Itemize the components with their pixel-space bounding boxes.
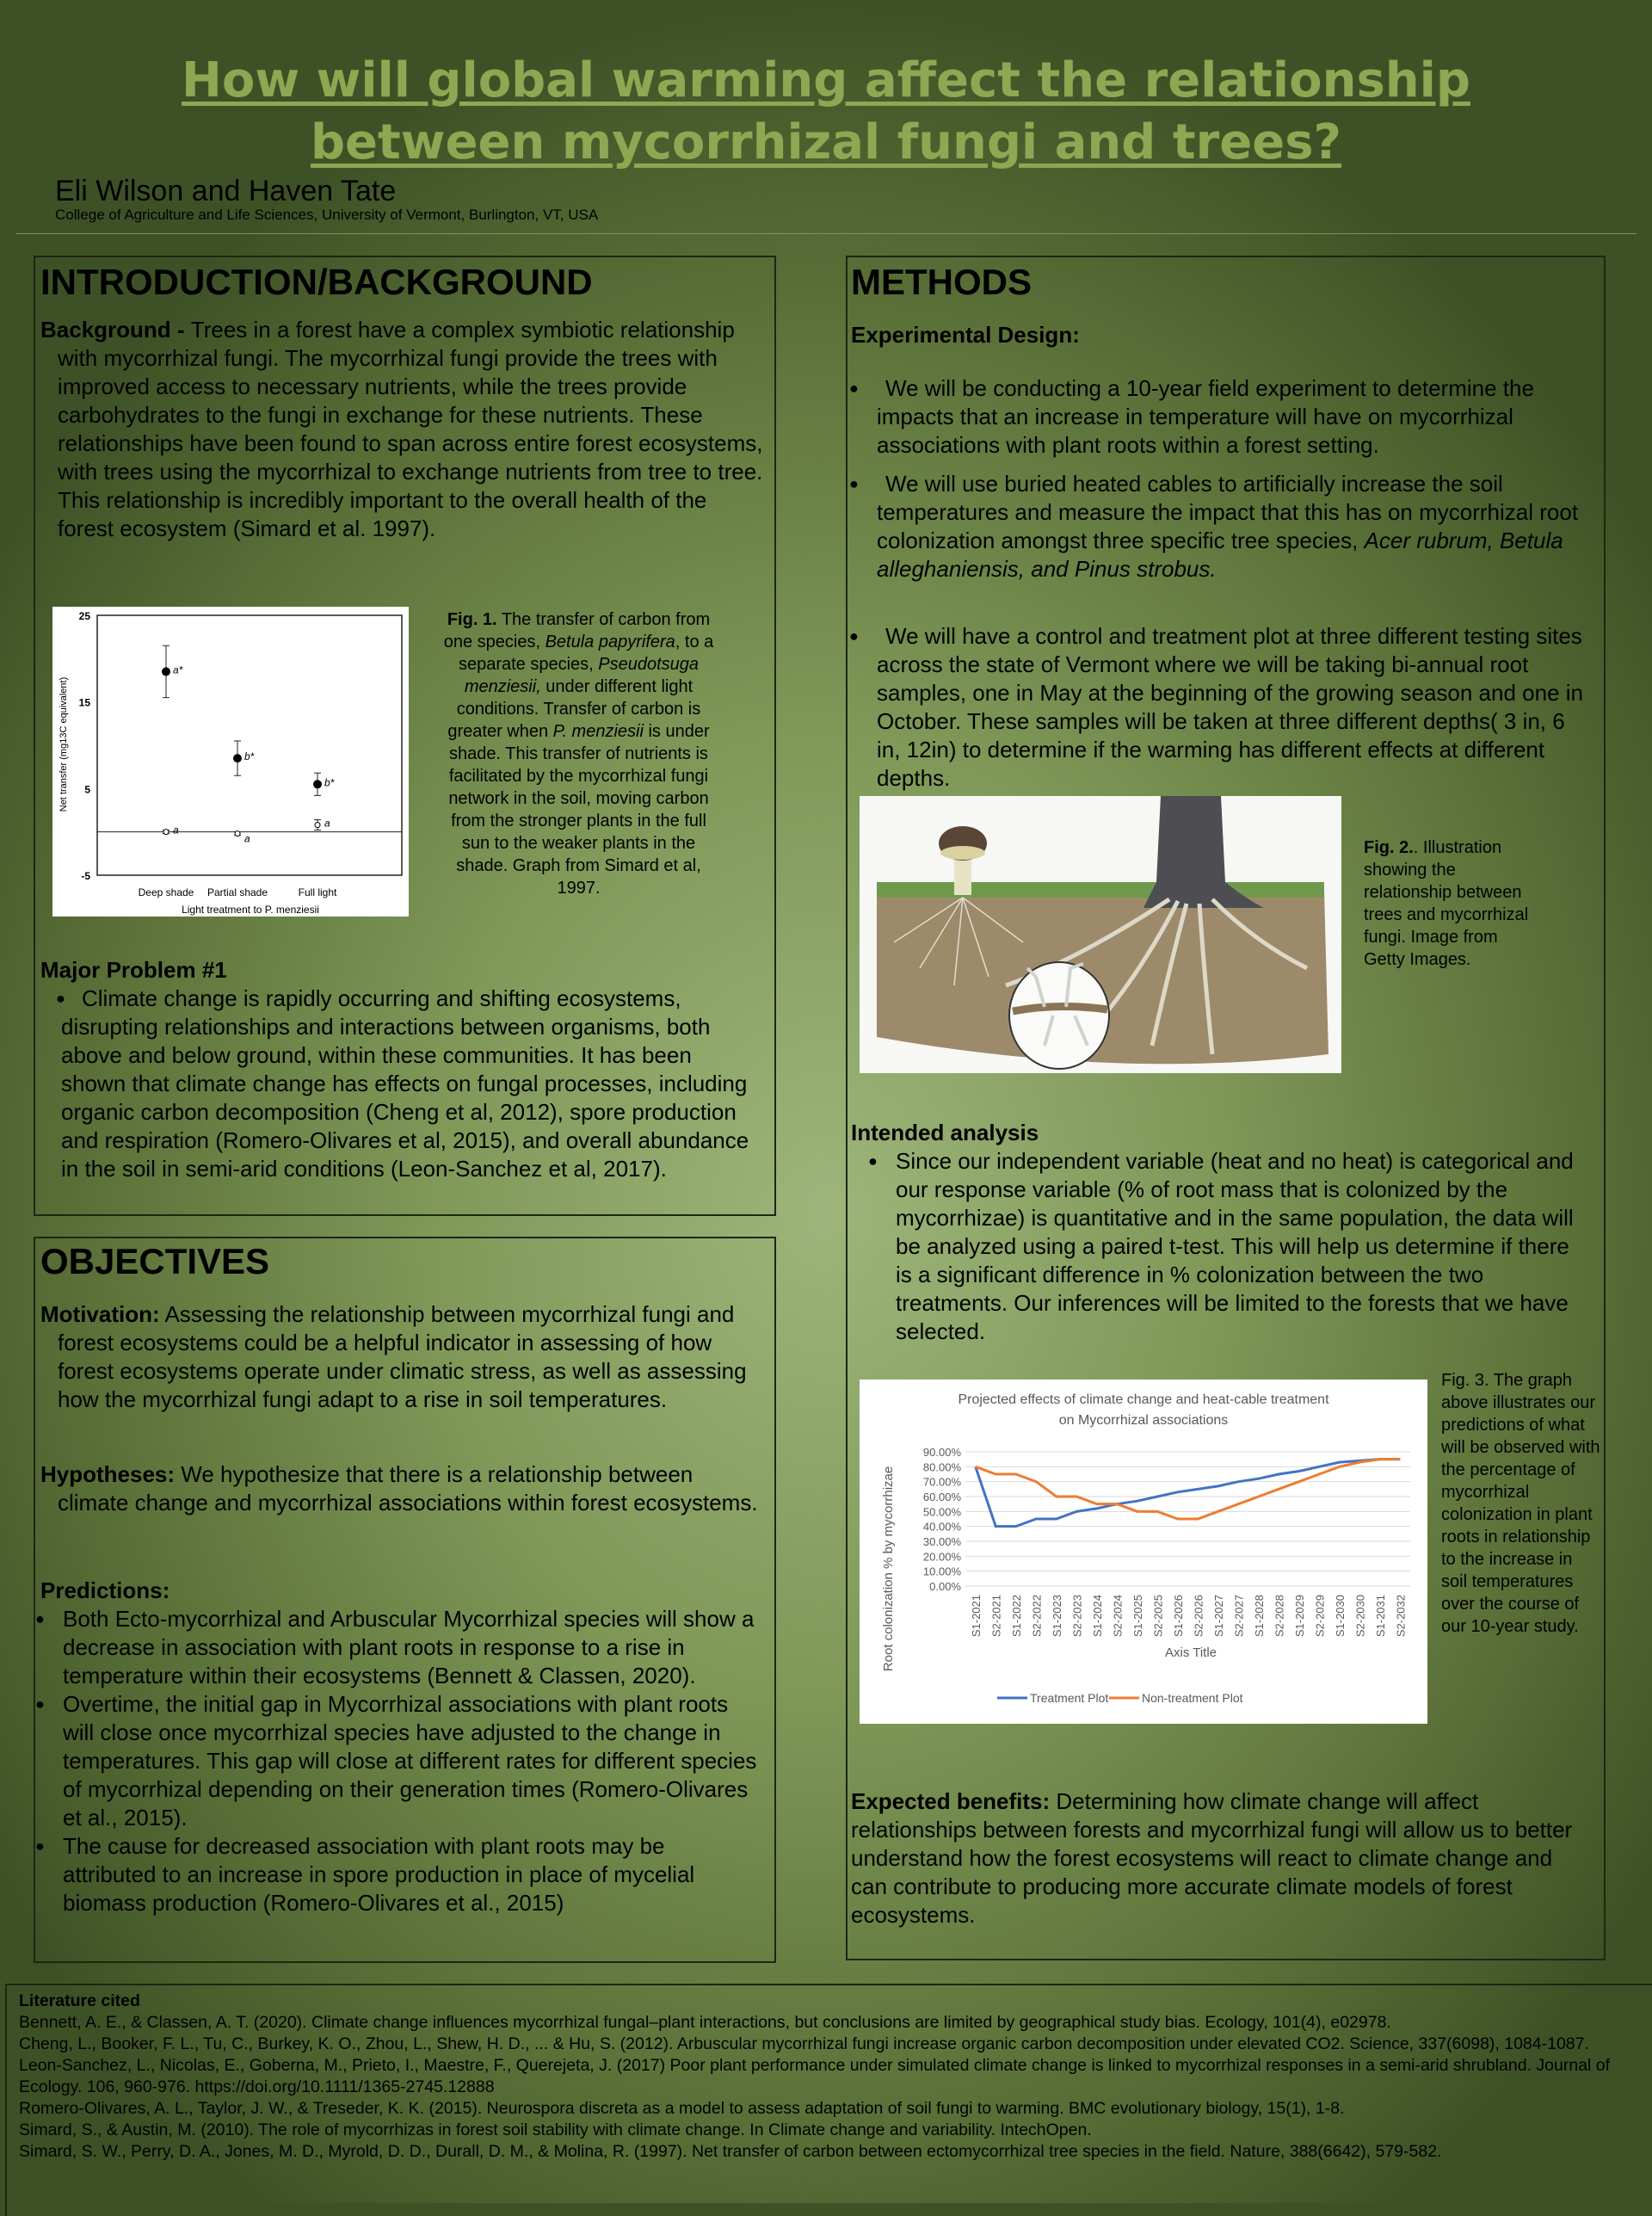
legend-label: Non-treatment Plot: [1142, 1691, 1243, 1705]
x-tick-label: S2-2021: [989, 1595, 1003, 1638]
cap-text: , to a separate species,: [458, 633, 714, 674]
reference-list: [19, 2012, 1652, 2163]
y-tick-label: 20.00%: [922, 1550, 961, 1564]
data-point: [234, 755, 242, 762]
x-tick-label: S2-2024: [1111, 1595, 1125, 1638]
design-heading: Experimental Design:: [851, 322, 1080, 348]
hypotheses-paragraph: [40, 1460, 763, 1517]
data-point: [315, 823, 320, 828]
y-tick-label: 50.00%: [922, 1505, 961, 1519]
divider: [15, 233, 1637, 234]
x-tick-label: S1-2023: [1050, 1595, 1063, 1638]
series-line-treatment: [976, 1460, 1401, 1527]
x-tick-label: S1-2024: [1090, 1595, 1104, 1638]
fig2-text: . Illustration showing the relationship between trees and mycorrhizal fungi. Image from Getty Images.: [1364, 838, 1529, 969]
method-item: [849, 470, 1589, 583]
cap-text: is under shade. This transfer of nutrients is facilitated by the mycorrhizal fungi network in the soil, moving carbon from the stronger plants in the full sun to the weaker plants in the shade. Graph from Simard et al, 1997.: [448, 722, 710, 898]
x-tick-label: S2-2022: [1030, 1595, 1044, 1638]
cap-text: under different light conditions. Transfer of carbon is greater when: [447, 677, 701, 741]
x-tick-label: S2-2023: [1070, 1595, 1084, 1638]
reference: Bennett, A. E., & Classen, A. T. (2020). Climate change influences mycorrhizal fungal–plant interactions, but conclusions are limited by geographical study bias. Ecology, 101(4), e02978.: [19, 2013, 1391, 2032]
methods-panel: [846, 256, 1606, 1960]
y-tick-label: 15: [78, 696, 90, 709]
chart-title-line2: on Mycorrhizal associations: [1058, 1413, 1229, 1428]
hypotheses-text: We hypothesize that there is a relationship between climate change and mycorrhizal associations within forest ecosystems.: [58, 1461, 758, 1515]
y-tick-label: 40.00%: [922, 1520, 961, 1534]
background-paragraph: [40, 316, 763, 543]
method-item: [849, 622, 1589, 793]
x-tick-label: S1-2027: [1211, 1595, 1225, 1638]
legend-label: Treatment Plot: [1030, 1691, 1109, 1705]
background-text: Trees in a forest have a complex symbiotic relationship with mycorrhizal fungi. The mycorrhizal fungi provide the trees with improved access to necessary nutrients, while the trees provide carbohydrates to the fungi in exchange for these nutrients. These relationships have been found to span across entire forest ecosystems, with trees using the mycorrhizal to exchange nutrients from tree to tree. This relationship is incredibly important to the overall health of the forest ecosystem (Simard et al. 1997).: [58, 317, 763, 541]
fig1-caption: [440, 608, 718, 899]
fig2-illustration: [860, 796, 1341, 1073]
title-line-1: How will global warming affect the relationship: [182, 52, 1470, 108]
analysis-list: [868, 1147, 1587, 1346]
cap-species: Betula papyrifera: [545, 633, 675, 651]
prediction-item: ● The cause for decreased association with plant roots may be attributed to an increase in spore production in place of mycelial biomass production (Romero-Olivares et al., 2015): [35, 1832, 758, 1917]
x-tick-label: S1-2031: [1373, 1595, 1387, 1638]
intro-panel: [34, 256, 776, 1216]
point-label: a: [173, 824, 179, 836]
x-tick-label: Full light: [298, 886, 337, 898]
reference: Simard, S. W., Perry, D. A., Jones, M. D., Myrold, D. D., Durall, D. M., & Molina, R. (1997). Net transfer of carbon between ectomycorrhizal tree species in the field. Nature, 388(6642), 579-582.: [19, 2142, 1442, 2161]
y-tick-label: 80.00%: [922, 1460, 961, 1474]
fig2-caption: [1364, 836, 1536, 971]
method-text: We will have a control and treatment plot at three different testing sites across the state of Vermont where we will be taking bi-annual root samples, one in May at the beginning of the growing season and one in October. These samples will be taken at three different depths( 3 in, 6 in, 12in) to determine if the warming has different effects at different depths.: [877, 623, 1583, 791]
tree-fungi-illustration: [860, 796, 1341, 1073]
reference: Simard, S., & Austin, M. (2010). The role of mycorrhizas in forest soil stability with climate change. In Climate change and variability. IntechOpen.: [19, 2120, 1092, 2139]
y-axis-label: Net transfer (mg13C equivalent): [59, 676, 69, 812]
problem-list: [35, 985, 758, 1183]
methods-heading: METHODS: [851, 262, 1032, 302]
series-line-non-treatment: [976, 1460, 1401, 1519]
fig3-chart: [860, 1380, 1427, 1724]
y-tick-label: 90.00%: [922, 1446, 961, 1459]
x-tick-label: S2-2028: [1273, 1595, 1286, 1638]
benefits-label: Expected benefits:: [851, 1788, 1051, 1814]
fig1-chart: [52, 607, 409, 917]
fig1-label: Fig. 1.: [447, 610, 497, 629]
predictions-list: [35, 1605, 758, 1917]
x-axis-label: Light treatment to P. menziesii: [182, 904, 319, 916]
literature-panel: [5, 1984, 1652, 2216]
method-text: We will use buried heated cables to artificially increase the soil temperatures and measure the impact that this has on mycorrhizal root colonization amongst three specific tree species,: [877, 471, 1579, 553]
point-label: a: [244, 832, 250, 845]
data-point: [235, 831, 240, 836]
x-tick-label: S1-2026: [1171, 1595, 1185, 1638]
motivation-label: Motivation:: [40, 1301, 160, 1327]
cap-text: The transfer of carbon from one species,: [443, 610, 711, 651]
y-tick-label: -5: [81, 870, 90, 882]
affiliation: College of Agriculture and Life Sciences, University of Vermont, Burlington, VT, USA: [55, 207, 599, 223]
y-tick-label: 60.00%: [922, 1491, 961, 1503]
x-tick-label: Partial shade: [206, 886, 268, 898]
title-line-2: between mycorrhizal fungi and trees?: [310, 114, 1342, 170]
reference: Cheng, L., Booker, F. L., Tu, C., Burkey, K. O., Zhou, L., Shew, H. D., ... & Hu, S. (2012). Arbuscular mycorrhizal fungi increase organic carbon decomposition under elevated CO2. Science, 337(6098), 1084-1087.: [19, 2034, 1589, 2053]
cap-species: Pseudotsuga menziesii,: [464, 655, 700, 696]
literature-heading: Literature cited: [19, 1991, 140, 2010]
benefits-paragraph: [851, 1787, 1591, 1929]
analysis-item: ● Since our independent variable (heat and no heat) is categorical and our response variable (% of root mass that is colonized by the mycorrhizae) is quantitative and in the same population, the data will be analyzed using a paired t-test. This will help us determine if there is a significant difference in % colonization between the two treatments. Our inferences will be limited to the forests that we have selected.: [868, 1147, 1587, 1346]
data-point: [163, 668, 170, 676]
x-tick-label: S2-2027: [1232, 1595, 1246, 1638]
y-tick-label: 25: [78, 610, 90, 622]
x-tick-label: S2-2030: [1353, 1595, 1367, 1638]
x-tick-label: S2-2032: [1394, 1595, 1408, 1638]
y-axis-label: Root colonization % by mycorrhizae: [881, 1466, 896, 1672]
x-tick-label: S2-2025: [1151, 1595, 1165, 1638]
problem-heading: Major Problem #1: [40, 957, 227, 983]
objectives-heading: OBJECTIVES: [40, 1241, 270, 1281]
y-tick-label: 70.00%: [922, 1475, 961, 1489]
fig2-label: Fig. 2.: [1364, 838, 1414, 857]
method-text: We will be conducting a 10-year field experiment to determine the impacts that an increase in temperature will have on mycorrhizal associations with plant roots within a forest setting.: [877, 375, 1534, 458]
x-tick-label: S1-2022: [1009, 1595, 1023, 1638]
x-tick-label: S1-2021: [969, 1595, 983, 1638]
x-tick-label: Deep shade: [138, 886, 194, 898]
data-point: [314, 781, 322, 788]
objectives-panel: [34, 1237, 776, 1963]
problem-item: ● Climate change is rapidly occurring and shifting ecosystems, disrupting relationships and interactions between organisms, both above and below ground, within these communities. It has been shown that climate change has effects on fungal processes, including organic carbon decomposition (Cheng et al, 2012), spore production and respiration (Romero-Olivares et al, 2015), and overall abundance in the soil in semi-arid conditions (Leon-Sanchez et al, 2017).: [35, 985, 758, 1183]
prediction-item: ● Overtime, the initial gap in Mycorrhizal associations with plant roots will close once mycorrhizal species have adjusted to the change in temperatures. This gap will close at different rates for different species of mycorrhizal depending on their generation times (Romero-Olivares et al., 2015).: [35, 1690, 758, 1832]
intro-heading: INTRODUCTION/BACKGROUND: [40, 262, 593, 302]
methods-list: [849, 374, 1589, 793]
y-tick-label: 5: [84, 783, 90, 796]
species-list: Acer rubrum, Betula alleghaniensis, and Pinus strobus.: [877, 528, 1563, 582]
reference: Leon-Sanchez, L., Nicolas, E., Goberna, M., Prieto, I., Maestre, F., Querejeta, J. (2017) Poor plant performance under simulated climate change is linked to mycorrhizal responses in a semi-arid shrubland. Journal of Ecology. 106, 960-976. https://doi.org/10.1111/1365-2745.12888: [19, 2056, 1611, 2096]
background-label: Background -: [40, 317, 191, 343]
point-label: a*: [173, 664, 183, 676]
y-tick-label: 30.00%: [922, 1535, 961, 1548]
x-tick-label: S1-2025: [1131, 1595, 1144, 1638]
hypotheses-label: Hypotheses:: [40, 1461, 176, 1487]
motivation-text: Assessing the relationship between mycorrhizal fungi and forest ecosystems could be a helpful indicator in assessing of how forest ecosystems operate under climatic stress, as well as assessing how the mycorrhizal fungi adapt to a rise in soil temperatures.: [58, 1301, 747, 1412]
x-tick-label: S1-2028: [1252, 1595, 1266, 1638]
y-tick-label: 10.00%: [922, 1565, 961, 1578]
data-point: [163, 830, 169, 835]
prediction-item: ● Both Ecto-mycorrhizal and Arbuscular Mycorrhizal species will show a decrease in association with plant roots in response to a rise in temperature within their ecosystems (Bennett & Classen, 2020).: [35, 1605, 758, 1690]
point-label: b*: [244, 750, 255, 763]
motivation-paragraph: [40, 1300, 763, 1414]
fig3-caption: Fig. 3. The graph above illustrates our predictions of what will be observed with the percentage of mycorrhizal colonization in plant roots in relationship to the increase in soil temperatures over the course of our 10-year study.: [1441, 1371, 1600, 1636]
chart-title: Projected effects of climate change and heat-cable treatment: [958, 1392, 1329, 1407]
cap-species: P. menziesii: [552, 722, 644, 741]
benefits-text: Determining how climate change will affect relationships between forests and mycorrhizal fungi will allow us to better understand how the forest ecosystems will react to climate change and can contribute to producing more accurate climate models of forest ecosystems.: [851, 1788, 1573, 1928]
reference: Romero-Olivares, A. L., Taylor, J. W., & Treseder, K. K. (2015). Neurospora discreta as a model to assess adaptation of soil fungi to warming. BMC evolutionary biology, 15(1), 1-8.: [19, 2099, 1345, 2118]
x-tick-label: S1-2030: [1333, 1595, 1347, 1638]
y-tick-label: 0.00%: [929, 1580, 961, 1593]
point-label: b*: [324, 776, 335, 789]
point-label: a: [324, 817, 330, 830]
predictions-heading: Predictions:: [40, 1577, 170, 1603]
x-tick-label: S2-2029: [1313, 1595, 1327, 1638]
analysis-heading: Intended analysis: [851, 1120, 1039, 1145]
authors: Eli Wilson and Haven Tate: [55, 175, 397, 207]
method-item: [849, 374, 1589, 460]
x-axis-label: Axis Title: [1164, 1645, 1217, 1660]
x-tick-label: S1-2029: [1292, 1595, 1306, 1638]
x-tick-label: S2-2026: [1192, 1595, 1205, 1638]
poster-title: [0, 50, 1652, 174]
